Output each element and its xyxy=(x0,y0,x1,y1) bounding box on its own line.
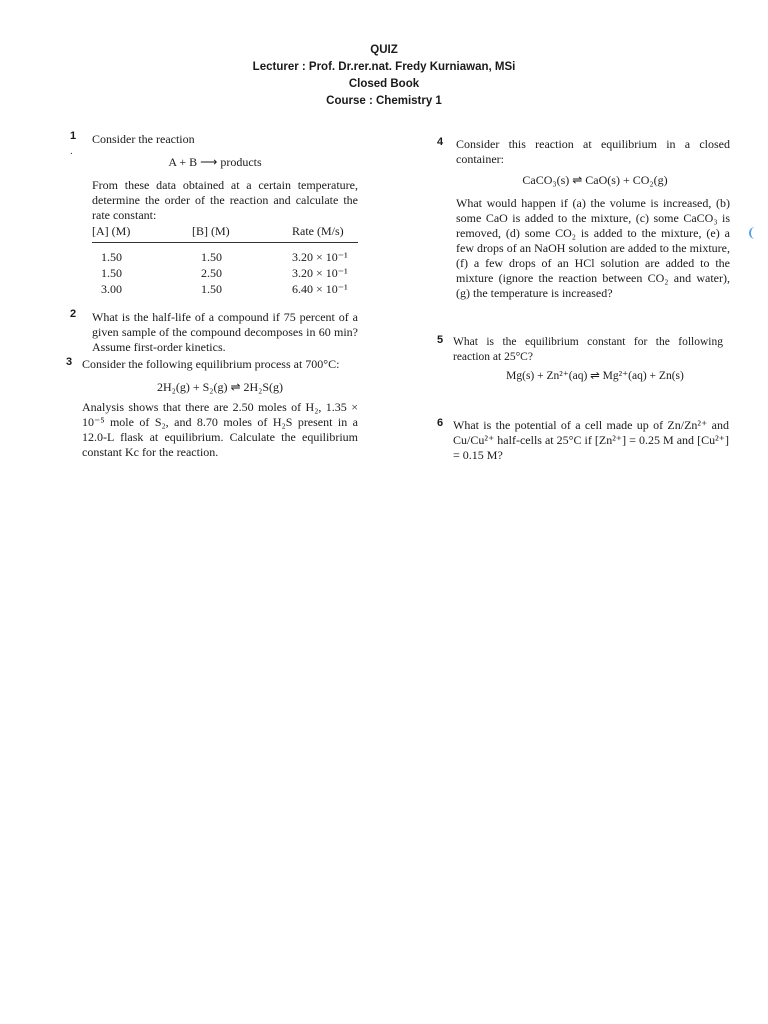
question-1-number: 1 xyxy=(70,130,77,142)
table-header-row xyxy=(92,224,358,243)
table-row xyxy=(92,265,358,281)
table-cell: 3.20 × 10⁻¹ xyxy=(292,266,348,280)
question-3-equation: 2H₂(g) + S₂(g) ⇌ 2H₂S(g) xyxy=(156,380,284,394)
lecturer-line: Lecturer : Prof. Dr.rer.nat. Fredy Kurniawan, MSi xyxy=(252,61,516,73)
question-3-intro: Consider the following equilibrium process at 700°C: xyxy=(82,357,340,371)
table-header-b: [B] (M) xyxy=(192,224,292,243)
table-cell: 1.50 xyxy=(101,250,122,264)
table-header-a: [A] (M) xyxy=(92,224,192,243)
question-1-text: From these data obtained at a certain temperature, determine the order of the reaction and calculate the rate constant: xyxy=(92,178,358,222)
table-cell: 2.50 xyxy=(201,266,222,280)
question-4-text: What would happen if (a) the volume is increased, (b) some CaO is added to the mixture, (c) some CaCO₃ is removed, (d) some CO₂ is added to the mixture, (e) a few drops of an NaOH solution are added to the mixture, (f) a few drops of an HCl solution are added to the mixture (ignore the reaction between CO₂ and water), (g) the temperature is increased? xyxy=(456,196,730,300)
table-header-rate: Rate (M/s) xyxy=(292,224,358,243)
table-cell: 3.20 × 10⁻¹ xyxy=(292,250,348,264)
question-2-text: What is the half-life of a compound if 75 percent of a given sample of the compound decomposes in 60 min? Assume first-order kinetics. xyxy=(92,310,358,354)
question-1-equation: A + B ⟶ products xyxy=(168,155,262,169)
quiz-title: QUIZ xyxy=(370,44,398,56)
question-4-intro: Consider this reaction at equilibrium in a closed container: xyxy=(456,137,730,166)
question-5-number: 5 xyxy=(437,334,444,346)
course-line: Course : Chemistry 1 xyxy=(326,95,442,107)
table-row xyxy=(92,281,358,297)
blue-edit-mark xyxy=(749,227,756,239)
question-6-number: 6 xyxy=(437,417,444,429)
table-cell: 1.50 xyxy=(101,266,122,280)
table-cell: 3.00 xyxy=(101,282,122,296)
question-1-intro: Consider the reaction xyxy=(92,132,195,146)
table-cell: 6.40 × 10⁻¹ xyxy=(292,282,348,296)
question-2-number: 2 xyxy=(70,308,77,320)
question-4-equation: CaCO₃(s) ⇌ CaO(s) + CO₂(g) xyxy=(522,173,668,187)
question-5-equation: Mg(s) + Zn²⁺(aq) ⇌ Mg²⁺(aq) + Zn(s) xyxy=(506,370,684,382)
question-3-text: Analysis shows that there are 2.50 moles of H₂, 1.35 × 10⁻⁵ mole of S₂, and 8.70 moles of H₂S present in a 12.0-L flask at equilibrium. Calculate the equilibrium constant Kc for the reaction. xyxy=(82,400,358,459)
question-6-text: What is the potential of a cell made up of Zn/Zn²⁺ and Cu/Cu²⁺ half-cells at 25°C if [Zn²⁺] = 0.25 M and [Cu²⁺] = 0.15 M? xyxy=(453,418,729,462)
question-1-marker: . xyxy=(70,146,73,157)
closed-book-line: Closed Book xyxy=(348,78,420,90)
table-cell: 1.50 xyxy=(201,282,222,296)
rate-data-table xyxy=(92,224,358,297)
table-row xyxy=(92,243,358,266)
question-4-number: 4 xyxy=(437,136,444,148)
question-3-number: 3 xyxy=(66,356,73,368)
table-cell: 1.50 xyxy=(201,250,222,264)
question-5-intro: What is the equilibrium constant for the following reaction at 25°C? xyxy=(453,336,723,363)
